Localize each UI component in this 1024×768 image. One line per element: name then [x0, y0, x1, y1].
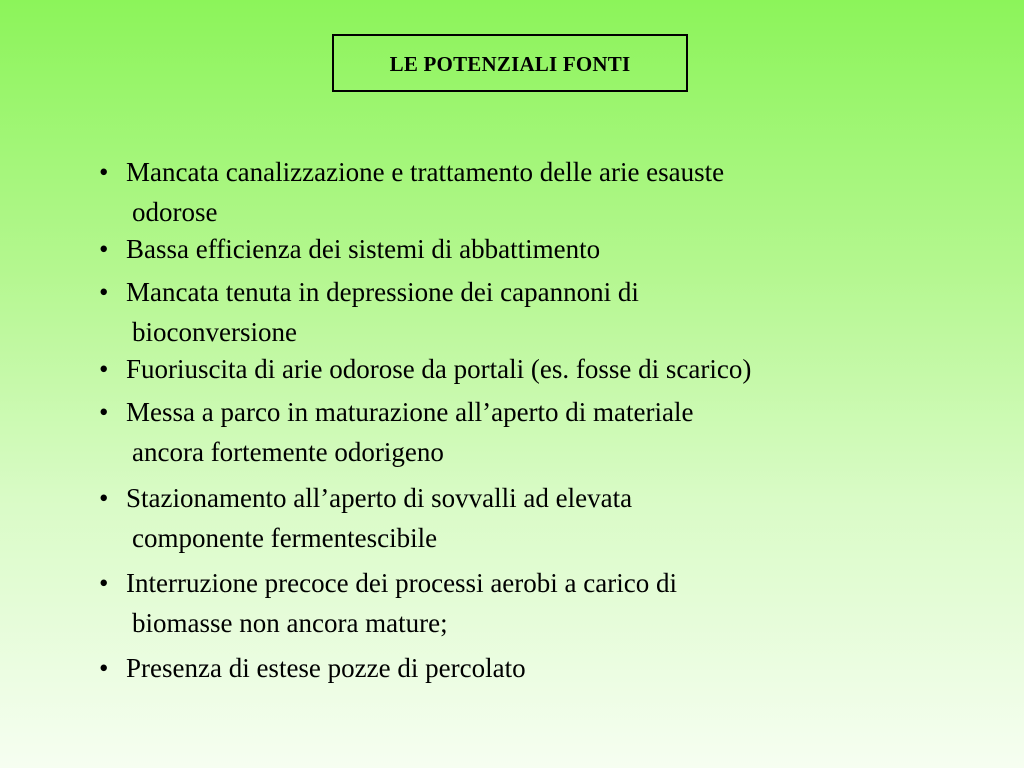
bullet-icon: •: [99, 354, 109, 384]
bullet-icon: •: [99, 234, 109, 264]
bullet-line: odorose: [132, 197, 218, 227]
bullet-line: Mancata tenuta in depressione dei capannoni di: [126, 277, 639, 307]
bullet-line: ancora fortemente odorigeno: [132, 437, 444, 467]
bullet-text: [126, 229, 976, 269]
bullet-line: Mancata canalizzazione e trattamento delle arie esauste: [126, 157, 725, 187]
bullet-icon: •: [99, 277, 109, 307]
bullet-icon: •: [99, 568, 109, 598]
bullet-text: [126, 648, 976, 688]
slide-title: LE POTENZIALI FONTI: [389, 51, 631, 76]
bullet-item: [96, 648, 976, 688]
bullet-line: Interruzione precoce dei processi aerobi a carico di: [126, 568, 677, 598]
bullet-item: [96, 478, 976, 558]
bullet-text: [126, 349, 976, 389]
bullet-icon: •: [99, 157, 109, 187]
bullet-item: [96, 272, 976, 352]
bullet-item: [96, 392, 976, 472]
bullet-line: Stazionamento all’aperto di sovvalli ad elevata: [126, 483, 633, 513]
bullet-line: bioconversione: [132, 317, 297, 347]
bullet-list: [96, 0, 996, 768]
bullet-icon: •: [99, 653, 109, 683]
bullet-text: [126, 478, 976, 558]
bullet-text: [126, 272, 976, 352]
bullet-text: [126, 392, 976, 472]
bullet-icon: •: [99, 483, 109, 513]
bullet-line: biomasse non ancora mature;: [132, 608, 448, 638]
bullet-item: [96, 152, 976, 232]
bullet-text: [126, 152, 976, 232]
bullet-item: [96, 563, 976, 643]
bullet-line: Presenza di estese pozze di percolato: [126, 653, 526, 683]
bullet-icon: •: [99, 397, 109, 427]
bullet-line: Fuoriuscita di arie odorose da portali (es. fosse di scarico): [126, 354, 752, 384]
bullet-item: [96, 229, 976, 269]
bullet-line: componente fermentescibile: [132, 523, 438, 553]
bullet-item: [96, 349, 976, 389]
bullet-line: Messa a parco in maturazione all’aperto di materiale: [126, 397, 694, 427]
bullet-text: [126, 563, 976, 643]
bullet-line: Bassa efficienza dei sistemi di abbattimento: [126, 234, 601, 264]
